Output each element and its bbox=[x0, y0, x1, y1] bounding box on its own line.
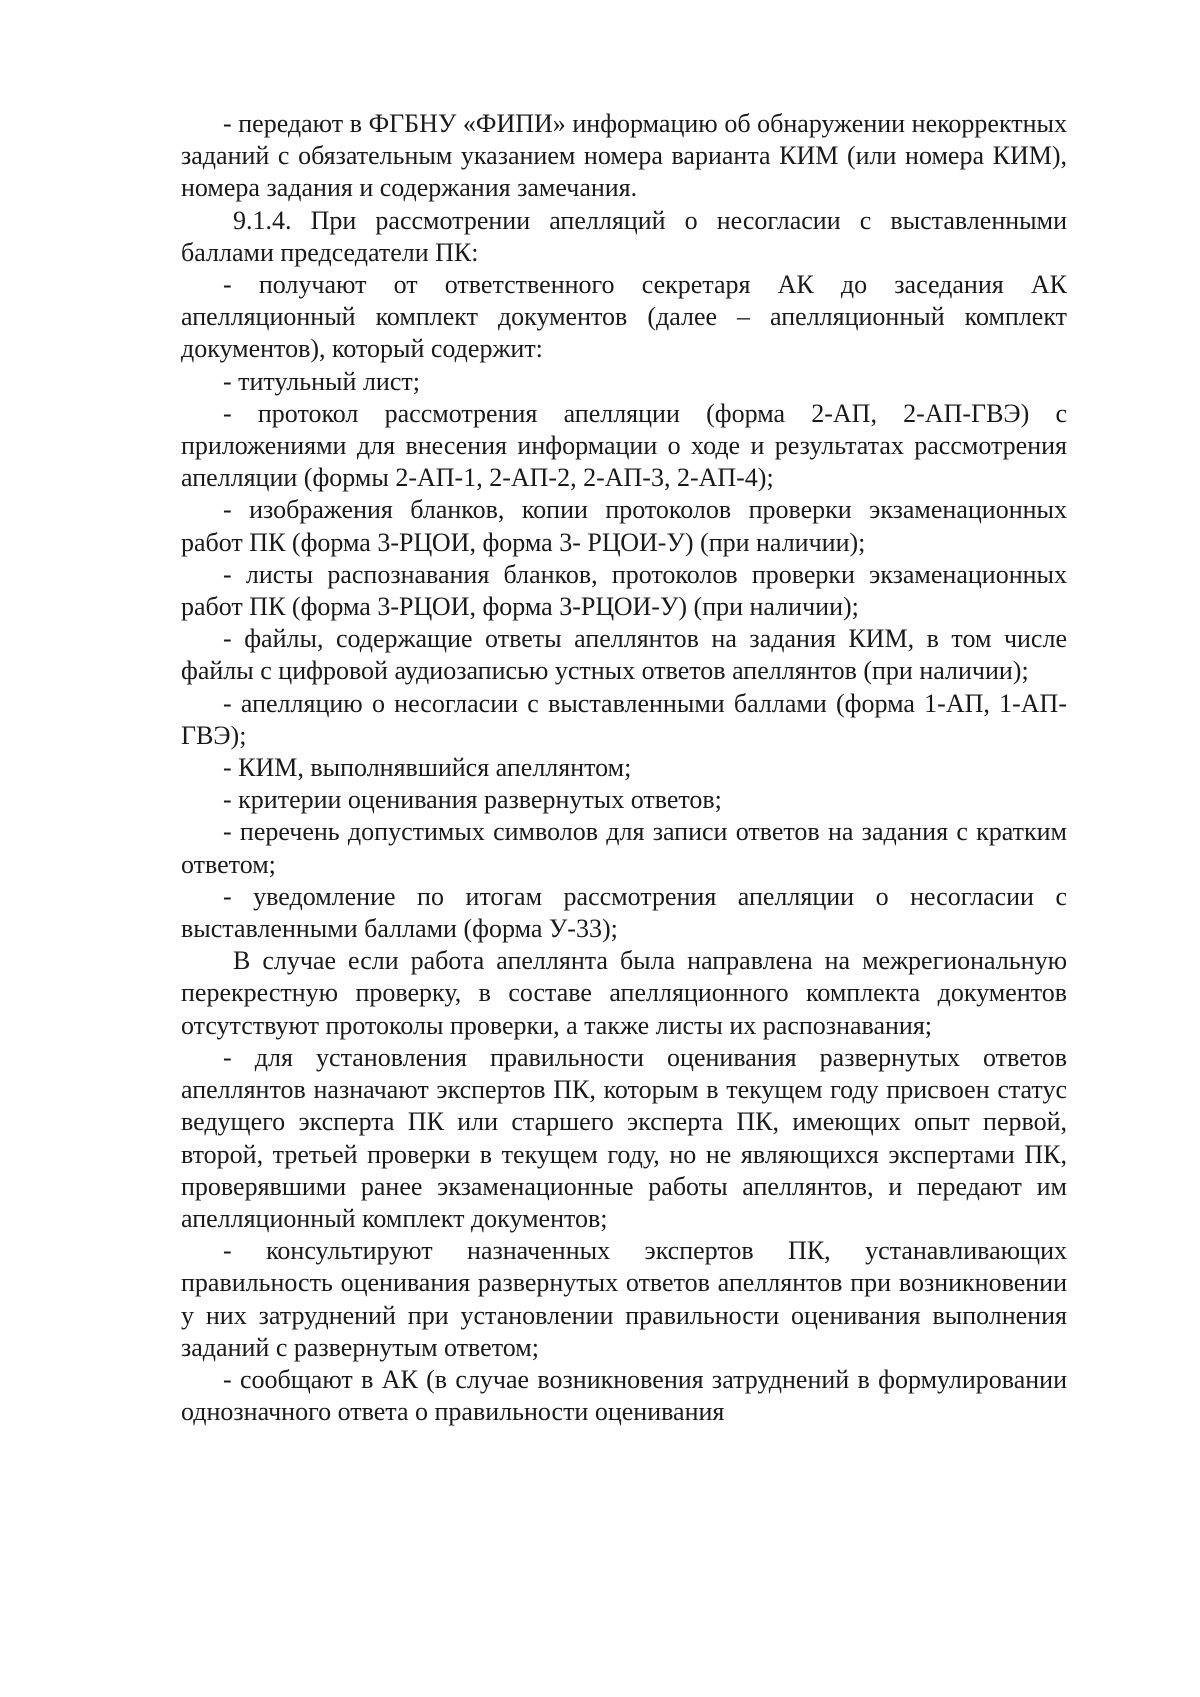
document-body bbox=[181, 108, 1067, 1428]
paragraph-receive-appeal-kit: - получают от ответственного секретаря АК до заседания АК апелляционный комплект документов (далее – апелляционный комплект документов), который содержит: bbox=[181, 270, 1067, 364]
list-item-title-page: - титульный лист; bbox=[223, 366, 420, 396]
list-item-notification: - уведомление по итогам рассмотрения апелляции о несогласии с выставленными баллами (форма У-33); bbox=[181, 881, 1067, 944]
list-item-answer-files: - файлы, содержащие ответы апеллянтов на задания КИМ, в том числе файлы с цифровой аудиозаписью устных ответов апеллянтов (при наличии); bbox=[181, 624, 1067, 686]
list-item-symbols: - перечень допустимых символов для записи ответов на задания с кратким ответом; bbox=[181, 817, 1067, 879]
list-item-protocol: - протокол рассмотрения апелляции (форма 2-АП, 2-АП-ГВЭ) с приложениями для внесения информации о ходе и результатах рассмотрения апелляции (формы 2-АП-1, 2-АП-2, 2-АП-3, 2-АП-4); bbox=[181, 398, 1067, 493]
paragraph-assign-experts: - для установления правильности оценивания развернутых ответов апеллянтов назначают экспертов ПК, которым в текущем году присвоен статус ведущего эксперта ПК или старшего эксперта ПК, имеющих опыт первой, второй, третьей проверки в текущем году, но не являющихся экспертами ПК, проверявшими ранее экзаменационные работы апеллянтов, и передают им апелляционный комплект документов; bbox=[181, 1042, 1067, 1233]
paragraph-consult-experts: - консультируют назначенных экспертов ПК, устанавливающих правильность оценивания развернутых ответов апеллянтов при возникновении у них затруднений при установлении правильности оценивания выполнения заданий с развернутым ответом; bbox=[181, 1236, 1067, 1362]
list-item-blank-images: - изображения бланков, копии протоколов проверки экзаменационных работ ПК (форма 3-РЦОИ, форма 3- РЦОИ-У) (при наличии); bbox=[181, 495, 1067, 557]
list-item-kim: - КИМ, выполнявшийся апеллянтом; bbox=[223, 753, 632, 783]
list-item-recognition-sheets: - листы распознавания бланков, протоколов проверки экзаменационных работ ПК (форма 3-РЦОИ, форма 3-РЦОИ-У) (при наличии); bbox=[181, 559, 1067, 622]
paragraph-report-to-ak: - сообщают в АК (в случае возникновения затруднений в формулировании однозначного ответа о правильности оценивания bbox=[181, 1364, 1067, 1427]
paragraph-9-1-4-heading: 9.1.4. При рассмотрении апелляций о несогласии с выставленными баллами председатели ПК: bbox=[181, 205, 1067, 267]
paragraph-cross-check-case: В случае если работа апеллянта была направлена на межрегиональную перекрестную проверку, в составе апелляционного комплекта документов отсутствуют протоколы проверки, а также листы их распознавания; bbox=[181, 946, 1067, 1040]
paragraph-fipi-report: - передают в ФГБНУ «ФИПИ» информацию об обнаружении некорректных заданий с обязательным указанием номера варианта КИМ (или номера КИМ), номера задания и содержания замечания. bbox=[181, 109, 1067, 203]
list-item-criteria: - критерии оценивания развернутых ответов; bbox=[223, 785, 722, 815]
list-item-appeal-form: - апелляцию о несогласии с выставленными баллами (форма 1-АП, 1-АП-ГВЭ); bbox=[181, 688, 1067, 750]
